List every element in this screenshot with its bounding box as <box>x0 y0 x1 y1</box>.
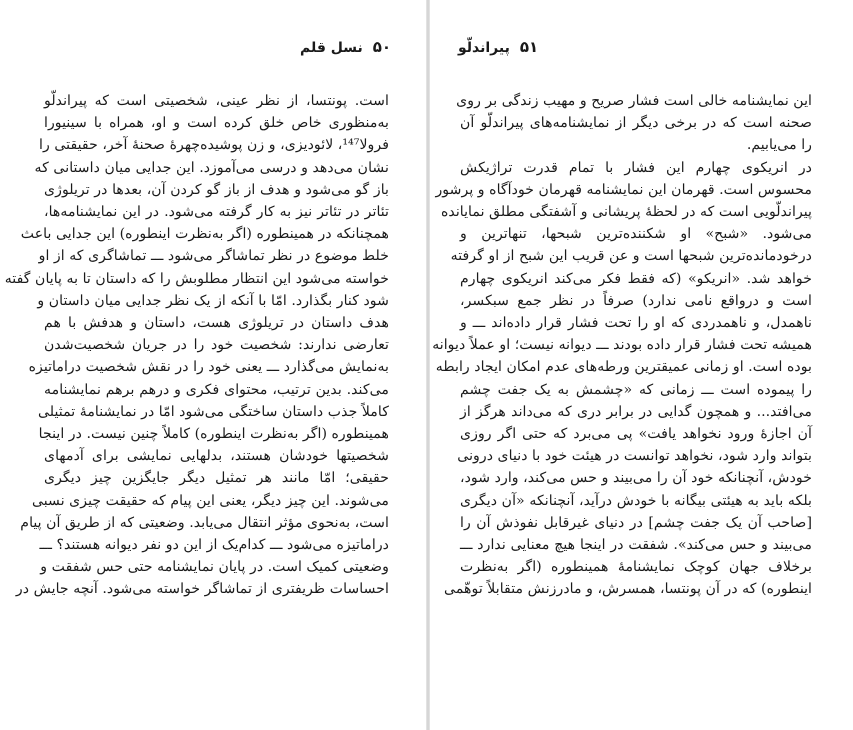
left-running-title: نسل قلم <box>300 40 363 56</box>
left-page-header <box>300 38 391 60</box>
text-line: خودش، آنچنانکه خود آن را می‌بیند و حس می‌کند، وارد شود، <box>460 470 812 487</box>
text-line: می‌بیند و حس می‌کند». شفقت در اینجا هیچ معنایی ندارد ـــ <box>460 537 812 554</box>
text-line: [صاحب آن یک جفت چشم] در دنیای غیرقابل نفوذش آن را <box>460 514 812 531</box>
text-line: شود کنار بگذارد. امّا با آنکه از یک نظر جدایی میان داستان و <box>37 292 389 309</box>
text-line: دراماتیزه می‌شود ـــ کدام‌یک از این دو نفر دیوانه هستند؟ ـــ <box>39 537 389 554</box>
text-line: آن اجازهٔ ورود نخواهد یافت» پی می‌برد که حتی اگر روزی <box>460 426 812 443</box>
text-line: می‌افتد... و همچون گدایی در برابر دری که می‌داند هرگز از <box>460 403 812 420</box>
text-line: بتواند وارد شود، نخواهد توانست در هیئت خود با دنیای درونی <box>457 448 812 465</box>
text-line: است، به‌نحوی مؤثر انتقال می‌یابد. وضعیتی که از طریق آن پیام <box>20 514 389 531</box>
text-line: می‌کند. بدین ترتیب، محتوای فکری و درهم برهم نمایشنامه <box>44 381 389 398</box>
text-line: است و درواقع نامی ندارد) صرفاً در نظر جمع سبکسر، <box>460 292 812 309</box>
text-line: وضعیتی کمیک است. در پایان نمایشنامه حتی حس شفقت و <box>40 559 389 576</box>
text-line: فرولا¹⁴⁷، لائودیزی، و زن پوشیده‌چهرهٔ صحنهٔ آخر، حقیقتی را <box>39 137 389 154</box>
text-line: همچنانکه در همینطوره (اگر به‌نظرت اینطوره) این جدایی باعث <box>20 226 389 243</box>
text-line: خلط موضوع در نظر تماشاگر می‌شود ـــ تماشاگری که از او <box>38 248 389 265</box>
text-line: پیراندلّویی است که در لحظهٔ پریشانی و آشفتگی مطلق نمایانده <box>440 204 812 221</box>
text-line: همینطوره (اگر به‌نظرت اینطوره) کاملاً چنین نیست. در اینجا <box>38 426 389 443</box>
text-line: صحنه است که در برخی دیگر از نمایشنامه‌های پیراندلّو آن <box>460 115 812 132</box>
text-line: نشان می‌دهد و درسی می‌آموزد. این جدایی میان داستانی که <box>34 159 389 176</box>
left-body-text <box>4 90 389 601</box>
text-line: کاملاً جذب داستان ساختگی می‌شود امّا در نمایشنامهٔ تمثیلی <box>37 403 389 420</box>
left-page <box>0 0 426 730</box>
text-line: محسوس است. قهرمان این نمایشنامه قهرمان خودآگاه و پرشور <box>435 181 812 198</box>
right-page-header <box>458 38 538 60</box>
text-line: حقیقی؛ امّا مانند هر تمثیل دیگر جایگزین چیز دیگری <box>44 470 389 487</box>
right-page <box>430 0 853 730</box>
text-line: ناهمدل، و ناهمدردی که او را تحت فشار قرار داده‌اند ـــ و <box>460 315 812 332</box>
text-line: می‌شود. «شبح» او شکننده‌ترین شبحها، تنهاترین و <box>460 226 812 243</box>
right-running-title: پیراندلّو <box>458 40 510 56</box>
text-line: اینطوره) که در آن پونتسا، همسرش، و مادرزنش متقابلاً توهّمی <box>444 581 812 598</box>
text-line: برخلاف جهان کوچک نمایشنامهٔ همینطوره (اگر به‌نظرت <box>460 559 812 576</box>
text-line: خواهد شد. «انریکو» (که فقط فکر می‌کند انریکوی چهارم <box>460 270 812 287</box>
text-line: باز گو می‌شود و هدف از باز گو کردن آن، بعدها در تریلوژی <box>44 181 389 198</box>
text-line: در انریکوی چهارم این فشار با تمام قدرت تراژیکش <box>460 159 812 176</box>
text-line: خواسته می‌شود این انتظار مطلوبش را که داستان تا به پایان گفته <box>4 270 389 287</box>
text-line: تعارضی ندارند: شخصیت خود را در جریان شخصیت‌شدن <box>44 337 389 354</box>
text-line: هدف داستان در تریلوژی هست، داستان و هدفش با هم <box>44 315 389 332</box>
text-line: احساسات ظریفتری از تماشاگر خواسته می‌شود. آنچه جایش در <box>15 581 389 598</box>
text-line: را پیموده است ـــ زمانی که «چشمش به یک جفت چشم <box>460 381 812 398</box>
text-line: می‌شوند. این چیز دیگر، یعنی این پیام که حقیقت چیزی نسبی <box>31 492 389 509</box>
text-line: بوده است. او زمانی عمیقترین ورطه‌های عدم امکان ایجاد رابطه <box>435 359 812 376</box>
left-page-number: ۵۰ <box>372 38 392 56</box>
text-line: این نمایشنامه خالی است فشار صریح و مهیب زندگی بر روی <box>456 93 812 109</box>
right-body-text <box>432 90 812 601</box>
text-line: تئاتر در تئاتر نیز به کار گرفته می‌شود. در این نمایشنامه‌ها، <box>44 204 389 221</box>
text-line: به‌نمایش می‌گذارد ـــ یعنی خود را در نقش شخصیت دراماتیزه <box>28 359 389 376</box>
text-line: شخصیتها خودشان هستند، بدلهایی نمایشی برای آدمهای <box>44 448 389 465</box>
right-page-number: ۵۱ <box>519 38 539 56</box>
text-line: است. پونتسا، از نظر عینی، شخصیتی است که پیراندلّو <box>44 93 389 109</box>
text-line: به‌منظوری خاص خلق کرده است و او، همراه با سینیورا <box>44 115 389 132</box>
text-line: بلکه باید به هیئتی بیگانه با خودش درآید، آنچنانکه «آن دیگری <box>460 492 812 509</box>
text-line: درخودمانده‌ترین شبحها است و عن قریب این شبح از او گرفته <box>450 248 812 265</box>
text-line: همیشه تحت فشار قرار داده بودند ـــ دیوانه نیست؛ او عملاً دیوانه <box>432 337 812 354</box>
text-line: را می‌یابیم. <box>746 137 812 154</box>
